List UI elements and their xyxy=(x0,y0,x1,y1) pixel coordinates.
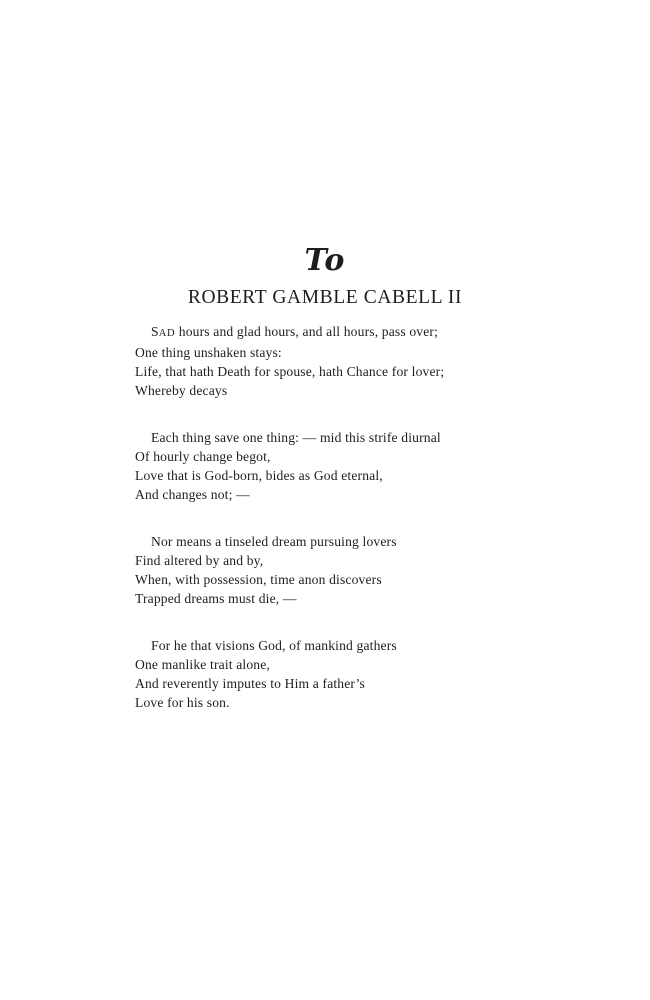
poem-line: Nor means a tinseled dream pursuing lovers xyxy=(151,534,397,549)
poem-line: And reverently imputes to Him a father’s xyxy=(135,676,365,691)
stanza-1 xyxy=(135,322,605,400)
dedicatee-name: ROBERT GAMBLE CABELL II xyxy=(187,287,463,308)
poem-line xyxy=(135,322,605,343)
poem-line: And changes not; — xyxy=(135,487,250,502)
poem-line: Find altered by and by, xyxy=(135,553,264,568)
dedication-heading-to: To xyxy=(304,243,346,278)
poem-line: One manlike trait alone, xyxy=(135,657,270,672)
stanza-2 xyxy=(135,428,605,504)
drop-capital: S xyxy=(151,324,159,339)
small-caps-word: AD xyxy=(158,328,176,339)
poem-line: Love for his son. xyxy=(135,695,230,710)
poem-line: For he that visions God, of mankind gathers xyxy=(151,638,397,653)
poem-line: One thing unshaken stays: xyxy=(135,345,282,360)
stanza-4 xyxy=(135,636,605,712)
poem-line: Of hourly change begot, xyxy=(135,449,271,464)
poem xyxy=(135,322,605,740)
poem-line: When, with possession, time anon discovers xyxy=(135,572,382,587)
poem-line: Whereby decays xyxy=(135,383,228,398)
poem-line: Trapped dreams must die, — xyxy=(135,591,297,606)
stanza-3 xyxy=(135,532,605,608)
poem-line: Love that is God-born, bides as God eternal, xyxy=(135,468,383,483)
poem-line-text: hours and glad hours, and all hours, pass over; xyxy=(175,324,439,339)
poem-line: Life, that hath Death for spouse, hath Chance for lover; xyxy=(135,364,445,379)
poem-line: Each thing save one thing: — mid this strife diurnal xyxy=(151,430,441,445)
